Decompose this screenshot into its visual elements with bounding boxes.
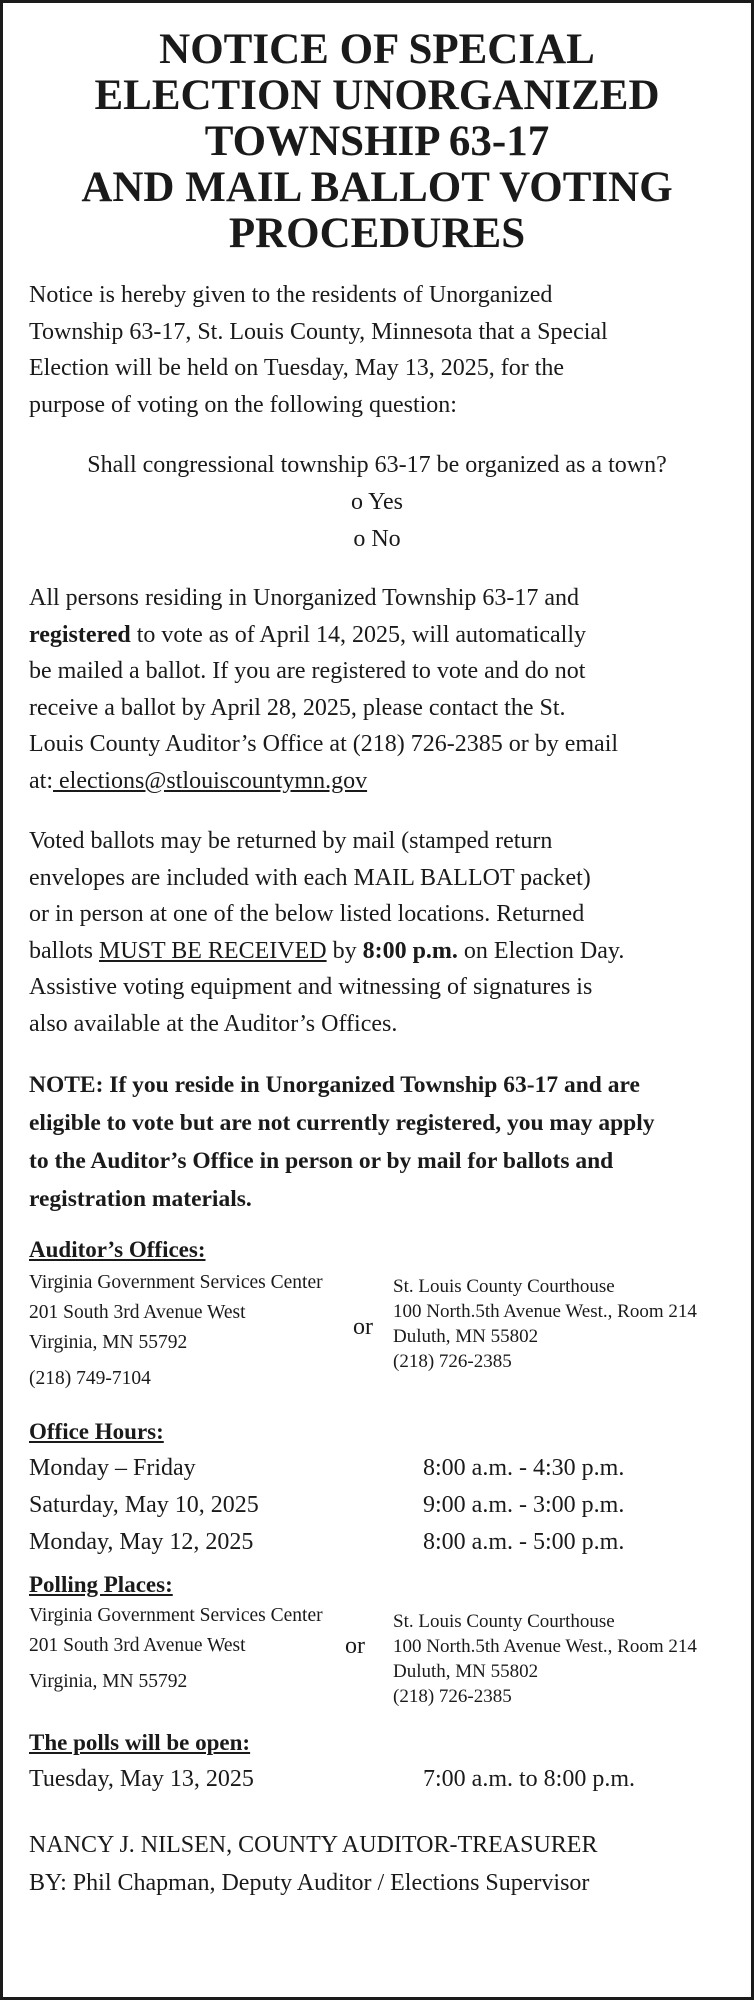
address-line: Virginia, MN 55792: [29, 1671, 188, 1692]
or-separator: or: [353, 1314, 373, 1340]
must-be-received: MUST BE RECEIVED: [99, 937, 327, 964]
address-line: St. Louis County Courthouse: [393, 1276, 615, 1297]
option-no: o No: [353, 526, 401, 552]
registered-line: All persons residing in Unorganized Township 63-17 and: [29, 585, 580, 611]
hours-heading: Office Hours:: [29, 1419, 164, 1444]
polls-open-heading: The polls will be open:: [29, 1730, 251, 1755]
intro-line: Election will be held on Tuesday, May 13, 2025, for the: [29, 355, 565, 381]
hours-day: Saturday, May 10, 2025: [29, 1492, 259, 1518]
return-line: also available at the Auditor’s Offices.: [29, 1010, 398, 1037]
hours-time: 8:00 a.m. - 5:00 p.m.: [423, 1529, 625, 1555]
return-line: Voted ballots may be returned by mail (stamped return: [29, 828, 553, 854]
auditor-name: NANCY J. NILSEN, COUNTY AUDITOR-TREASURER: [29, 1832, 598, 1858]
virginia-office: [29, 1268, 389, 1394]
address-line: 100 North.5th Avenue West., Room 214: [393, 1636, 697, 1657]
address-phone: (218) 726-2385: [393, 1351, 512, 1372]
title-line: AND MAIL BALLOT VOTING: [81, 164, 673, 211]
address-line: Virginia Government Services Center: [29, 1605, 323, 1626]
return-text: ballots: [29, 937, 99, 964]
notice-title: [29, 27, 725, 257]
note-line: registration materials.: [29, 1186, 252, 1212]
address-line: Virginia Government Services Center: [29, 1272, 323, 1293]
email-link[interactable]: elections@stlouiscountymn.gov: [53, 767, 368, 794]
registered-bold: registered: [29, 621, 131, 648]
title-line: NOTICE OF SPECIAL: [159, 26, 595, 73]
address-line: 201 South 3rd Avenue West: [29, 1635, 246, 1656]
return-text: on Election Day.: [457, 937, 625, 964]
return-line: [29, 933, 725, 970]
registered-line: be mailed a ballot. If you are registered to vote and do not: [29, 658, 586, 684]
hours-table: [29, 1450, 725, 1561]
ballot-question: [29, 447, 725, 558]
hours-time: 9:00 a.m. - 3:00 p.m.: [423, 1492, 625, 1518]
intro-line: purpose of voting on the following question:: [29, 391, 457, 418]
return-line: Assistive voting equipment and witnessing of signatures is: [29, 974, 593, 1000]
address-line: 201 South 3rd Avenue West: [29, 1302, 246, 1323]
hours-time: 8:00 a.m. - 4:30 p.m.: [423, 1455, 625, 1481]
signature-block: [29, 1826, 725, 1902]
question-text: Shall congressional township 63-17 be organized as a town?: [87, 452, 667, 478]
polls-time: 7:00 a.m. to 8:00 p.m.: [423, 1766, 635, 1792]
registered-line: [29, 617, 725, 654]
address-line: Virginia, MN 55792: [29, 1332, 188, 1353]
address-phone: (218) 749-7104: [29, 1368, 151, 1389]
address-line: Duluth, MN 55802: [393, 1326, 539, 1347]
title-line: PROCEDURES: [228, 210, 526, 257]
duluth-office: [393, 1274, 697, 1374]
return-line: or in person at one of the below listed locations. Returned: [29, 901, 585, 927]
polling-heading: Polling Places:: [29, 1572, 173, 1597]
registered-paragraph: [29, 580, 725, 799]
or-separator: or: [345, 1633, 365, 1659]
address-line: St. Louis County Courthouse: [393, 1611, 615, 1632]
address-line: Duluth, MN 55802: [393, 1661, 539, 1682]
hours-row: [29, 1524, 725, 1561]
hours-day: Monday, May 12, 2025: [29, 1529, 254, 1555]
note-line: to the Auditor’s Office in person or by mail for ballots and: [29, 1148, 614, 1174]
note-line: eligible to vote but are not currently registered, you may apply: [29, 1110, 655, 1136]
return-text: by: [326, 937, 363, 964]
duluth-polling: [393, 1609, 697, 1709]
polling-addresses: [29, 1601, 725, 1717]
return-paragraph: [29, 823, 725, 1042]
virginia-polling: [29, 1601, 389, 1697]
note-line: NOTE: If you reside in Unorganized Township 63-17 and are: [29, 1072, 640, 1098]
address-line: 100 North.5th Avenue West., Room 214: [393, 1301, 697, 1322]
title-line: ELECTION UNORGANIZED: [94, 72, 660, 119]
intro-line: Township 63-17, St. Louis County, Minnesota that a Special: [29, 318, 608, 345]
deadline-time: 8:00 p.m.: [362, 937, 458, 964]
note-paragraph: [29, 1066, 725, 1218]
polls-day: Tuesday, May 13, 2025: [29, 1766, 254, 1792]
option-yes: o Yes: [350, 489, 404, 515]
registered-rest: to vote as of April 14, 2025, will automatically: [130, 621, 587, 648]
email-prefix: at:: [29, 767, 53, 794]
intro-paragraph: [29, 277, 725, 423]
registered-line: [29, 763, 725, 800]
deputy-name: BY: Phil Chapman, Deputy Auditor / Elections Supervisor: [29, 1870, 590, 1896]
registered-line: Louis County Auditor’s Office at (218) 726-2385 or by email: [29, 731, 619, 757]
auditors-heading: Auditor’s Offices:: [29, 1237, 206, 1262]
auditors-addresses: [29, 1268, 725, 1398]
title-line: TOWNSHIP 63-17: [204, 118, 550, 165]
hours-row: [29, 1450, 725, 1487]
polls-open-row: [29, 1761, 725, 1798]
return-line: envelopes are included with each MAIL BALLOT packet): [29, 864, 591, 891]
hours-row: [29, 1487, 725, 1524]
address-phone: (218) 726-2385: [393, 1686, 512, 1707]
registered-line: receive a ballot by April 28, 2025, please contact the St.: [29, 694, 566, 721]
intro-line: Notice is hereby given to the residents of Unorganized: [29, 282, 553, 308]
hours-day: Monday – Friday: [29, 1455, 196, 1481]
